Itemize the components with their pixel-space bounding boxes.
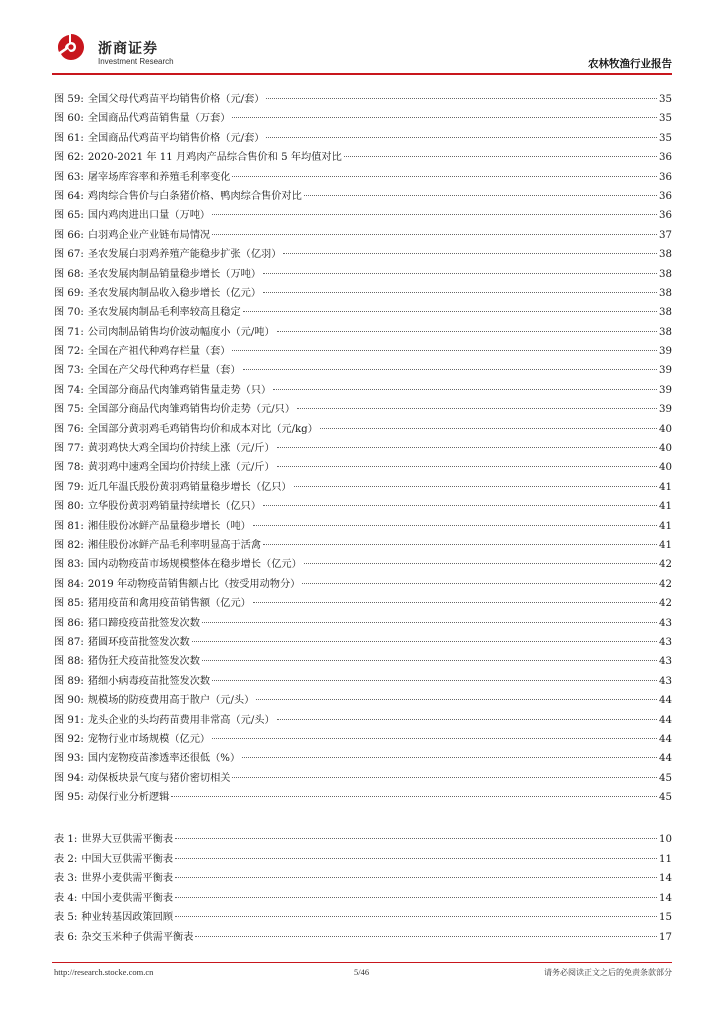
- entry-page: 41: [659, 481, 672, 493]
- dot-leader: [232, 350, 657, 351]
- entry-title: 中国大豆供需平衡表: [81, 853, 174, 865]
- figure-entry[interactable]: [54, 400, 672, 419]
- entry-label: 图 69:: [54, 287, 84, 299]
- entry-title: 公司肉制品销售均价波动幅度小（元/吨）: [87, 326, 275, 338]
- entry-label: 图 93:: [54, 753, 84, 765]
- entry-label: 图 92:: [54, 733, 84, 745]
- entry-label: 图 75:: [54, 404, 84, 416]
- entry-page: 36: [659, 190, 672, 202]
- figure-entry[interactable]: [54, 672, 672, 691]
- dot-leader: [263, 292, 657, 293]
- entry-page: 35: [659, 113, 672, 125]
- entry-label: 图 77:: [54, 443, 84, 455]
- entry-title: 种业转基因政策回顾: [81, 912, 174, 924]
- entry-page: 11: [659, 853, 672, 865]
- dot-leader: [320, 428, 657, 429]
- entry-page: 36: [659, 152, 672, 164]
- dot-leader: [232, 117, 657, 118]
- figure-list: [54, 90, 672, 807]
- entry-title: 世界小麦供需平衡表: [81, 873, 174, 885]
- entry-label: 图 84:: [54, 578, 84, 590]
- entry-page: 38: [659, 326, 672, 338]
- dot-leader: [212, 234, 657, 235]
- footer-divider: [52, 962, 672, 963]
- figure-entry[interactable]: [54, 517, 672, 536]
- brand-name: 浙商证券: [98, 41, 158, 57]
- dot-leader: [294, 486, 657, 487]
- brand-name-en: Investment Research: [98, 57, 174, 66]
- figure-entry[interactable]: [54, 342, 672, 361]
- dot-leader: [253, 602, 657, 603]
- entry-page: 38: [659, 287, 672, 299]
- figure-entry[interactable]: [54, 691, 672, 710]
- entry-title: 猪用疫苗和禽用疫苗销售额（亿元）: [87, 598, 251, 610]
- entry-label: 图 60:: [54, 113, 84, 125]
- entry-title: 龙头企业的头均药苗费用非常高（元/头）: [87, 714, 275, 726]
- entry-page: 35: [659, 132, 672, 144]
- dot-leader: [304, 195, 657, 196]
- table-entry[interactable]: [54, 908, 672, 928]
- entry-label: 图 74:: [54, 384, 84, 396]
- entry-label: 表 3:: [54, 873, 78, 885]
- entry-page: 36: [659, 171, 672, 183]
- dot-leader: [175, 858, 657, 859]
- entry-label: 图 81:: [54, 520, 84, 532]
- entry-page: 43: [659, 675, 672, 687]
- entry-title: 屠宰场库容率和养殖毛利率变化: [87, 171, 231, 183]
- entry-label: 表 2:: [54, 853, 78, 865]
- entry-page: 36: [659, 210, 672, 222]
- entry-title: 圣农发展肉制品毛利率较高且稳定: [87, 307, 241, 319]
- figure-entry[interactable]: [54, 284, 672, 303]
- figure-entry[interactable]: [54, 730, 672, 749]
- entry-page: 43: [659, 656, 672, 668]
- dot-leader: [175, 877, 657, 878]
- dot-leader: [256, 699, 657, 700]
- figure-entry[interactable]: [54, 361, 672, 380]
- figure-entry[interactable]: [54, 187, 672, 206]
- entry-title: 湘佳股份冰鲜产品毛利率明显高于活禽: [87, 539, 262, 551]
- entry-title: 全国商品代鸡苗平均销售价格（元/套）: [87, 132, 265, 144]
- dot-leader: [175, 916, 657, 917]
- entry-title: 国内宠物疫苗渗透率还很低（%）: [87, 753, 241, 765]
- dot-leader: [277, 331, 657, 332]
- entry-label: 图 71:: [54, 326, 84, 338]
- entry-page: 14: [659, 873, 672, 885]
- entry-label: 图 78:: [54, 462, 84, 474]
- entry-label: 图 64:: [54, 190, 84, 202]
- figure-entry[interactable]: [54, 381, 672, 400]
- entry-title: 猪细小病毒疫苗批签发次数: [87, 675, 211, 687]
- dot-leader: [263, 544, 657, 545]
- figure-entry[interactable]: [54, 555, 672, 574]
- entry-title: 全国父母代鸡苗平均销售价格（元/套）: [87, 94, 265, 105]
- dot-leader: [277, 447, 657, 448]
- entry-page: 42: [659, 578, 672, 590]
- figure-entry[interactable]: [54, 749, 672, 768]
- entry-page: 40: [659, 443, 672, 455]
- entry-title: 猪口蹄疫疫苗批签发次数: [87, 617, 200, 629]
- dot-leader: [212, 214, 657, 215]
- entry-page: 44: [659, 733, 672, 745]
- page-header: [0, 0, 724, 80]
- figure-entry[interactable]: [54, 711, 672, 730]
- entry-page: 42: [659, 559, 672, 571]
- figure-entry[interactable]: [54, 245, 672, 264]
- entry-label: 图 63:: [54, 171, 84, 183]
- figure-entry[interactable]: [54, 420, 672, 439]
- entry-label: 图 83:: [54, 559, 84, 571]
- figure-entry[interactable]: [54, 594, 672, 613]
- entry-label: 图 73:: [54, 365, 84, 377]
- entry-label: 图 85:: [54, 598, 84, 610]
- entry-title: 圣农发展白羽鸡养殖产能稳步扩张（亿羽）: [87, 249, 282, 261]
- entry-page: 14: [659, 892, 672, 904]
- entry-label: 表 5:: [54, 912, 78, 924]
- entry-title: 猪伪狂犬疫苗批签发次数: [87, 656, 200, 668]
- figure-entry[interactable]: [54, 303, 672, 322]
- entry-title: 立华股份黄羽鸡销量持续增长（亿只）: [87, 501, 262, 513]
- entry-label: 图 87:: [54, 636, 84, 648]
- entry-page: 39: [659, 365, 672, 377]
- entry-title: 猪圆环疫苗批签发次数: [87, 636, 190, 648]
- entry-title: 鸡肉综合售价与白条猪价格、鸭肉综合售价对比: [87, 190, 302, 202]
- entry-page: 40: [659, 423, 672, 435]
- entry-label: 图 80:: [54, 501, 84, 513]
- entry-label: 表 6:: [54, 931, 78, 943]
- dot-leader: [304, 563, 657, 564]
- entry-label: 图 67:: [54, 249, 84, 261]
- entry-title: 全国在产祖代种鸡存栏量（套）: [87, 346, 231, 358]
- entry-page: 10: [659, 834, 672, 845]
- entry-label: 图 72:: [54, 346, 84, 358]
- table-entry[interactable]: [54, 850, 672, 870]
- figure-entry[interactable]: [54, 148, 672, 167]
- entry-title: 规模场的防疫费用高于散户（元/头）: [87, 695, 255, 707]
- dot-leader: [212, 680, 657, 681]
- entry-title: 全国在产父母代种鸡存栏量（套）: [87, 365, 241, 377]
- entry-label: 图 91:: [54, 714, 84, 726]
- entry-title: 黄羽鸡快大鸡全国均价持续上涨（元/斤）: [87, 443, 275, 455]
- entry-page: 41: [659, 520, 672, 532]
- table-entry[interactable]: [54, 889, 672, 909]
- figure-entry[interactable]: [54, 323, 672, 342]
- entry-label: 图 89:: [54, 675, 84, 687]
- entry-title: 圣农发展肉制品收入稳步增长（亿元）: [87, 287, 262, 299]
- figure-entry[interactable]: [54, 769, 672, 788]
- entry-page: 45: [659, 772, 672, 784]
- entry-page: 39: [659, 404, 672, 416]
- figure-entry[interactable]: [54, 206, 672, 225]
- dot-leader: [277, 719, 657, 720]
- dot-leader: [263, 505, 657, 506]
- entry-title: 动保行业分析逻辑: [87, 792, 170, 804]
- entry-title: 中国小麦供需平衡表: [81, 892, 174, 904]
- entry-title: 国内鸡肉进出口量（万吨）: [87, 210, 211, 222]
- entry-title: 黄羽鸡中速鸡全国均价持续上涨（元/斤）: [87, 462, 275, 474]
- dot-leader: [202, 660, 657, 661]
- entry-label: 图 62:: [54, 152, 84, 164]
- dot-leader: [195, 936, 657, 937]
- entry-title: 近几年温氏股份黄羽鸡销量稳步增长（亿只）: [87, 481, 292, 493]
- figure-entry[interactable]: [54, 575, 672, 594]
- dot-leader: [277, 466, 657, 467]
- figure-entry[interactable]: [54, 788, 672, 807]
- dot-leader: [175, 897, 657, 898]
- footer-disclaimer: 请务必阅读正文之后的免责条款部分: [544, 968, 672, 977]
- entry-title: 全国部分商品代肉雏鸡销售均价走势（元/只）: [87, 404, 296, 416]
- table-list: [54, 830, 672, 948]
- entry-page: 39: [659, 346, 672, 358]
- entry-label: 图 70:: [54, 307, 84, 319]
- entry-title: 国内动物疫苗市场规模整体在稳步增长（亿元）: [87, 559, 302, 571]
- dot-leader: [232, 176, 657, 177]
- dot-leader: [192, 641, 657, 642]
- figure-entry[interactable]: [54, 265, 672, 284]
- entry-page: 38: [659, 307, 672, 319]
- dot-leader: [243, 311, 657, 312]
- dot-leader: [273, 389, 657, 390]
- dot-leader: [344, 156, 657, 157]
- entry-title: 杂交玉米种子供需平衡表: [81, 931, 194, 943]
- dot-leader: [302, 583, 657, 584]
- footer-url: http://research.stocke.com.cn: [54, 967, 154, 977]
- figure-entry[interactable]: [54, 536, 672, 555]
- entry-label: 图 61:: [54, 132, 84, 144]
- entry-title: 宠物行业市场规模（亿元）: [87, 733, 211, 745]
- entry-page: 15: [659, 912, 672, 924]
- dot-leader: [212, 738, 657, 739]
- entry-label: 表 1:: [54, 834, 78, 845]
- entry-page: 35: [659, 94, 672, 105]
- figure-entry[interactable]: [54, 652, 672, 671]
- dot-leader: [175, 838, 657, 839]
- figure-entry[interactable]: [54, 168, 672, 187]
- entry-page: 17: [659, 931, 672, 943]
- report-title: 农林牧渔行业报告: [588, 58, 672, 70]
- entry-title: 动保板块景气度与猪价密切相关: [87, 772, 231, 784]
- figure-entry[interactable]: [54, 226, 672, 245]
- figure-entry[interactable]: [54, 90, 672, 109]
- table-entry[interactable]: [54, 869, 672, 889]
- dot-leader: [242, 757, 657, 758]
- entry-label: 图 65:: [54, 210, 84, 222]
- entry-page: 45: [659, 792, 672, 804]
- entry-label: 图 82:: [54, 539, 84, 551]
- entry-label: 图 88:: [54, 656, 84, 668]
- entry-page: 41: [659, 539, 672, 551]
- entry-page: 37: [659, 229, 672, 241]
- table-entry[interactable]: [54, 928, 672, 948]
- entry-title: 全国商品代鸡苗销售量（万套）: [87, 113, 231, 125]
- entry-page: 41: [659, 501, 672, 513]
- figure-entry[interactable]: [54, 109, 672, 128]
- entry-title: 湘佳股份冰鲜产品量稳步增长（吨）: [87, 520, 251, 532]
- table-entry[interactable]: [54, 830, 672, 850]
- figure-entry[interactable]: [54, 458, 672, 477]
- entry-title: 圣农发展肉制品销量稳步增长（万吨）: [87, 268, 262, 280]
- dot-leader: [266, 98, 657, 99]
- figure-entry[interactable]: [54, 633, 672, 652]
- entry-title: 2020-2021 年 11 月鸡肉产品综合售价和 5 年均值对比: [87, 152, 342, 164]
- entry-page: 44: [659, 714, 672, 726]
- figure-entry[interactable]: [54, 614, 672, 633]
- entry-label: 图 90:: [54, 695, 84, 707]
- entry-title: 白羽鸡企业产业链布局情况: [87, 229, 211, 241]
- entry-title: 全国部分商品代肉雏鸡销售量走势（只）: [87, 384, 272, 396]
- dot-leader: [297, 408, 657, 409]
- entry-page: 44: [659, 753, 672, 765]
- dot-leader: [266, 137, 657, 138]
- dot-leader: [171, 796, 657, 797]
- figure-entry[interactable]: [54, 439, 672, 458]
- dot-leader: [202, 622, 657, 623]
- figure-entry[interactable]: [54, 129, 672, 148]
- figure-entry[interactable]: [54, 478, 672, 497]
- dot-leader: [263, 273, 657, 274]
- entry-page: 43: [659, 617, 672, 629]
- entry-title: 世界大豆供需平衡表: [81, 834, 174, 845]
- entry-title: 2019 年动物疫苗销售额占比（按受用动物分）: [87, 578, 301, 590]
- header-divider: [52, 73, 672, 75]
- entry-label: 图 79:: [54, 481, 84, 493]
- entry-label: 图 76:: [54, 423, 84, 435]
- entry-page: 39: [659, 384, 672, 396]
- entry-label: 图 66:: [54, 229, 84, 241]
- brand-logo-icon: [56, 32, 86, 62]
- entry-label: 图 86:: [54, 617, 84, 629]
- entry-page: 44: [659, 695, 672, 707]
- figure-entry[interactable]: [54, 497, 672, 516]
- entry-title: 全国部分黄羽鸡毛鸡销售均价和成本对比（元/kg）: [87, 423, 318, 435]
- entry-label: 表 4:: [54, 892, 78, 904]
- entry-label: 图 95:: [54, 792, 84, 804]
- dot-leader: [232, 777, 657, 778]
- entry-page: 40: [659, 462, 672, 474]
- dot-leader: [243, 369, 657, 370]
- dot-leader: [253, 525, 657, 526]
- entry-page: 43: [659, 636, 672, 648]
- entry-page: 38: [659, 249, 672, 261]
- page-number: 5/46: [354, 967, 370, 977]
- entry-page: 38: [659, 268, 672, 280]
- dot-leader: [283, 253, 657, 254]
- entry-page: 42: [659, 598, 672, 610]
- entry-label: 图 59:: [54, 94, 84, 105]
- entry-label: 图 94:: [54, 772, 84, 784]
- entry-label: 图 68:: [54, 268, 84, 280]
